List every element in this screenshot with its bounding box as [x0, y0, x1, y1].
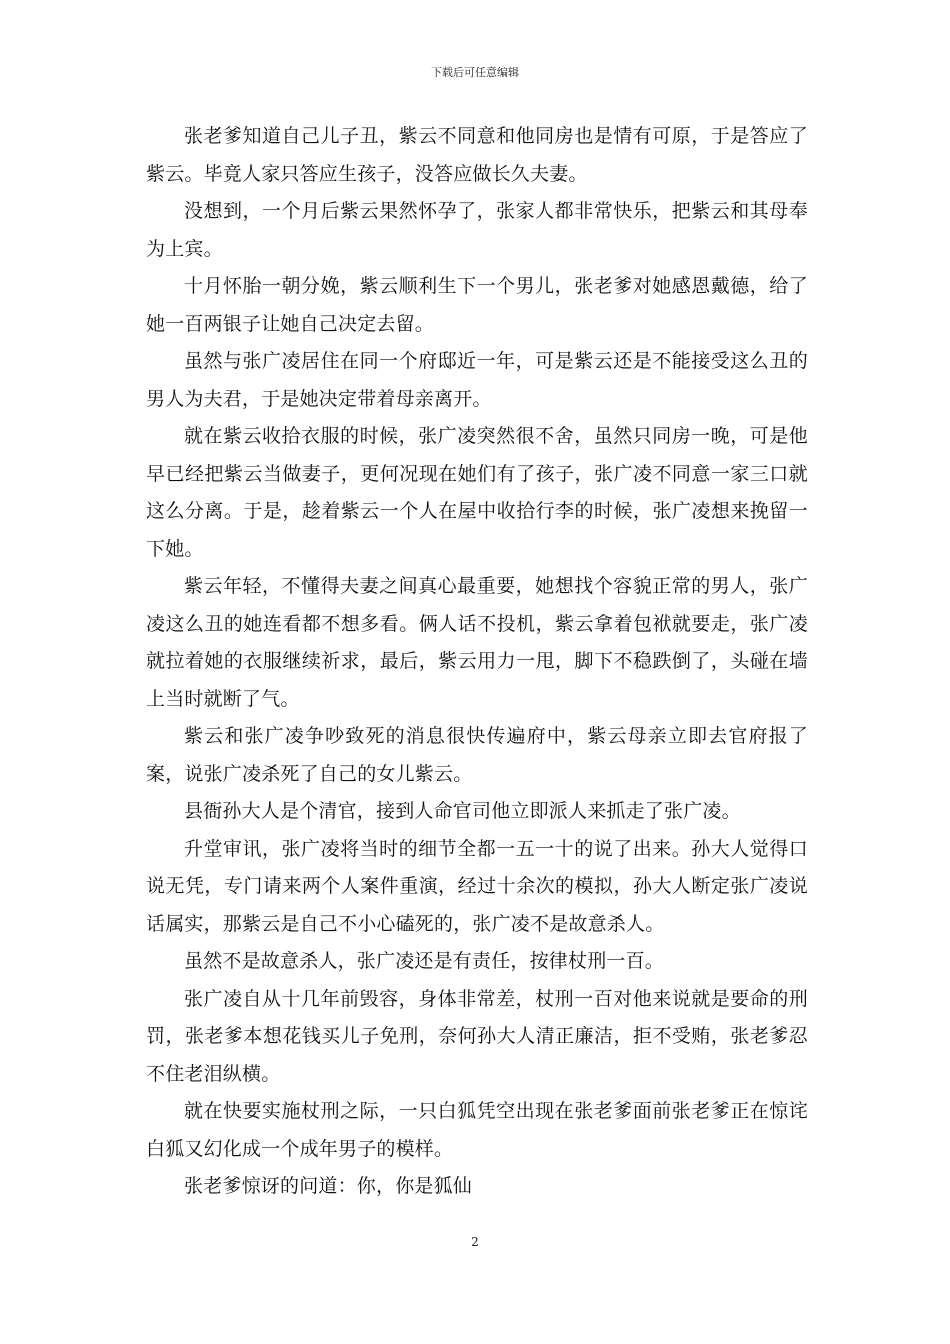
paragraph: 虽然不是故意杀人，张广凌还是有责任，按律杖刑一百。: [184, 950, 665, 972]
paragraph: 县衙孙大人是个清官，接到人命官司他立即派人来抓走了张广凌。: [184, 800, 741, 822]
paragraph: 没想到，一个月后紫云果然怀孕了，张家人都非常快乐，把紫云和其母奉为上宾。: [146, 200, 808, 260]
paragraph: 张老爹惊讶的问道：你，你是狐仙: [184, 1175, 473, 1197]
paragraph: 张广凌自从十几年前毁容，身体非常差，杖刑一百对他来说就是要命的刑罚，张老爹本想花钱买儿子免刑，奈何孙大人清正廉洁，拒不受贿，张老爹忍不住老泪纵横。: [146, 987, 808, 1085]
page-header: 下载后可任意编辑: [431, 66, 519, 79]
paragraph: 十月怀胎一朝分娩，紫云顺利生下一个男儿，张老爹对她感恩戴德，给了她一百两银子让她自己决定去留。: [146, 275, 808, 335]
paragraph: 紫云年轻，不懂得夫妻之间真心最重要，她想找个容貌正常的男人，张广凌这么丑的她连看都不想多看。俩人话不投机，紫云拿着包袱就要走，张广凌就拉着她的衣服继续祈求，最后，紫云用力一甩，脚下不稳跌倒了，头碰在墙上当时就断了气。: [146, 575, 808, 710]
paragraph: 紫云和张广凌争吵致死的消息很快传遍府中，紫云母亲立即去官府报了案，说张广凌杀死了自己的女儿紫云。: [146, 725, 808, 785]
paragraph: 就在紫云收拾衣服的时候，张广凌突然很不舍，虽然只同房一晚，可是他早已经把紫云当做妻子，更何况现在她们有了孩子，张广凌不同意一家三口就这么分离。于是，趁着紫云一个人在屋中收拾行李的时候，张广凌想来挽留一下她。: [146, 425, 808, 560]
paragraph: 张老爹知道自己儿子丑，紫云不同意和他同房也是情有可原，于是答应了紫云。毕竟人家只答应生孩子，没答应做长久夫妻。: [146, 125, 808, 185]
paragraph: 虽然与张广凌居住在同一个府邸近一年，可是紫云还是不能接受这么丑的男人为夫君，于是她决定带着母亲离开。: [146, 350, 808, 410]
paragraph: 就在快要实施杖刑之际，一只白狐凭空出现在张老爹面前张老爹正在惊诧白狐又幻化成一个成年男子的模样。: [146, 1100, 808, 1160]
document-body: [146, 118, 808, 1206]
page-number: 2: [471, 1235, 479, 1249]
paragraph: 升堂审讯，张广凌将当时的细节全都一五一十的说了出来。孙大人觉得口说无凭，专门请来两个人案件重演，经过十余次的模拟，孙大人断定张广凌说话属实，那紫云是自己不小心磕死的，张广凌不是故意杀人。: [146, 837, 808, 935]
